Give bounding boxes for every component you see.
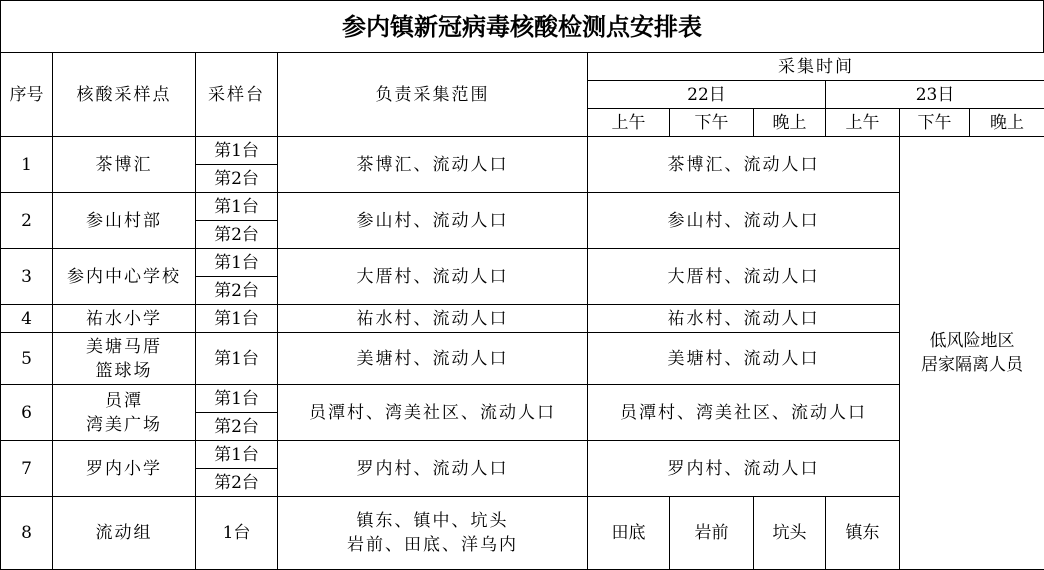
row-seq: 7 xyxy=(1,441,53,497)
row-scope: 美塘村、流动人口 xyxy=(278,333,588,385)
row-scope: 大厝村、流动人口 xyxy=(278,249,588,305)
row-day22: 茶博汇、流动人口 xyxy=(588,137,900,193)
row-seq: 6 xyxy=(1,385,53,441)
row-day22: 罗内村、流动人口 xyxy=(588,441,900,497)
row-site-line2: 湾美广场 xyxy=(53,413,195,437)
slot-23-am: 镇东 xyxy=(826,497,900,570)
row-seq: 1 xyxy=(1,137,53,193)
header-am-22: 上午 xyxy=(588,109,670,137)
row-site: 参山村部 xyxy=(53,193,196,249)
day23-note xyxy=(900,137,1044,570)
row-day22: 祐水村、流动人口 xyxy=(588,305,900,333)
slot-22-pm: 岩前 xyxy=(670,497,754,570)
day23-note-line1: 低风险地区 xyxy=(900,329,1044,353)
header-station: 采样台 xyxy=(196,53,278,137)
table-row xyxy=(1,441,1044,469)
slot-22-eve: 坑头 xyxy=(754,497,826,570)
row-station: 第1台 xyxy=(196,441,278,469)
row-site xyxy=(53,385,196,441)
row-site xyxy=(53,333,196,385)
header-seq: 序号 xyxy=(1,53,53,137)
row-scope-line1: 镇东、镇中、坑头 xyxy=(278,509,587,533)
row-scope: 祐水村、流动人口 xyxy=(278,305,588,333)
row-day22: 美塘村、流动人口 xyxy=(588,333,900,385)
table-row xyxy=(1,249,1044,277)
row-station: 第2台 xyxy=(196,165,278,193)
row-scope: 员潭村、湾美社区、流动人口 xyxy=(278,385,588,441)
day23-note-line2: 居家隔离人员 xyxy=(900,353,1044,377)
row-scope xyxy=(278,497,588,570)
row-seq: 3 xyxy=(1,249,53,305)
row-station: 第1台 xyxy=(196,385,278,413)
schedule-table xyxy=(0,52,1044,570)
table-row xyxy=(1,137,1044,165)
row-station: 第1台 xyxy=(196,137,278,165)
row-scope: 罗内村、流动人口 xyxy=(278,441,588,497)
header-pm-22: 下午 xyxy=(670,109,754,137)
row-scope: 茶博汇、流动人口 xyxy=(278,137,588,193)
row-station: 第2台 xyxy=(196,221,278,249)
row-day22: 大厝村、流动人口 xyxy=(588,249,900,305)
row-seq: 2 xyxy=(1,193,53,249)
row-site: 罗内小学 xyxy=(53,441,196,497)
row-station: 第1台 xyxy=(196,249,278,277)
row-seq: 5 xyxy=(1,333,53,385)
table-row xyxy=(1,385,1044,413)
header-eve-23: 晚上 xyxy=(970,109,1044,137)
row-seq: 8 xyxy=(1,497,53,570)
header-am-23: 上午 xyxy=(826,109,900,137)
header-day-23: 23日 xyxy=(826,81,1044,109)
row-site: 祐水小学 xyxy=(53,305,196,333)
page-title: 参内镇新冠病毒核酸检测点安排表 xyxy=(0,0,1044,52)
table-row xyxy=(1,333,1044,385)
row-station: 第1台 xyxy=(196,305,278,333)
row-site-line1: 美塘马厝 xyxy=(53,335,195,359)
row-station: 第2台 xyxy=(196,469,278,497)
header-eve-22: 晚上 xyxy=(754,109,826,137)
header-time: 采集时间 xyxy=(588,53,1044,81)
row-station: 第2台 xyxy=(196,413,278,441)
row-station: 第1台 xyxy=(196,193,278,221)
row-site: 茶博汇 xyxy=(53,137,196,193)
table-row xyxy=(1,305,1044,333)
row-day22: 参山村、流动人口 xyxy=(588,193,900,249)
table-row xyxy=(1,193,1044,221)
slot-22-am: 田底 xyxy=(588,497,670,570)
header-site: 核酸采样点 xyxy=(53,53,196,137)
header-pm-23: 下午 xyxy=(900,109,970,137)
row-day22: 员潭村、湾美社区、流动人口 xyxy=(588,385,900,441)
row-site: 流动组 xyxy=(53,497,196,570)
row-scope: 参山村、流动人口 xyxy=(278,193,588,249)
row-station: 1台 xyxy=(196,497,278,570)
row-scope-line2: 岩前、田底、洋乌内 xyxy=(278,533,587,557)
row-site: 参内中心学校 xyxy=(53,249,196,305)
row-station: 第1台 xyxy=(196,333,278,385)
row-site-line1: 员潭 xyxy=(53,389,195,413)
row-site-line2: 篮球场 xyxy=(53,359,195,383)
table-row xyxy=(1,497,1044,570)
header-day-22: 22日 xyxy=(588,81,826,109)
row-seq: 4 xyxy=(1,305,53,333)
header-scope: 负责采集范围 xyxy=(278,53,588,137)
row-station: 第2台 xyxy=(196,277,278,305)
